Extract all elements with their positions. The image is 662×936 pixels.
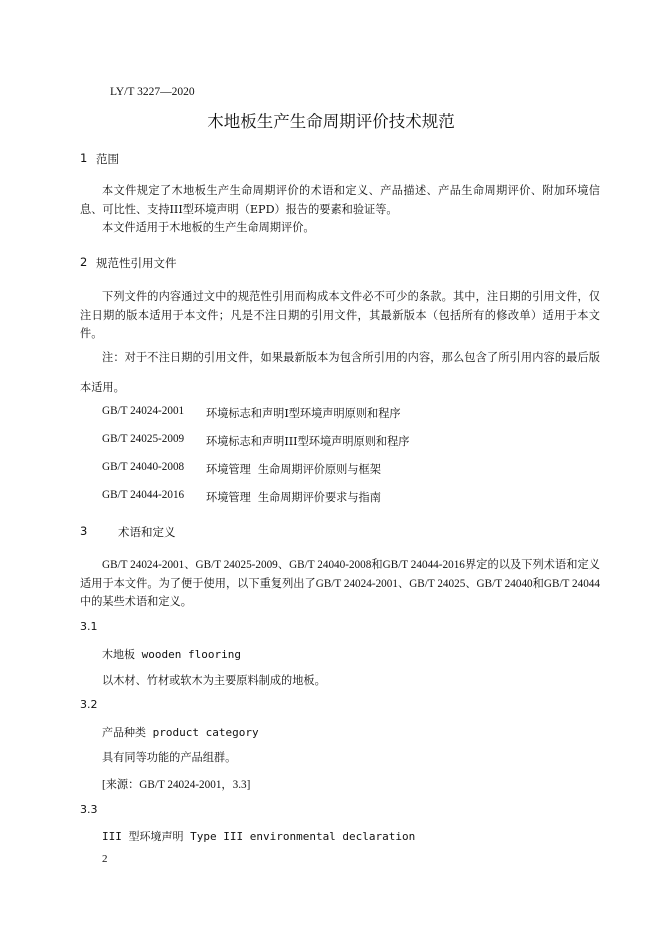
section-2-heading: 规范性引用文件	[96, 256, 177, 270]
page-number: 2	[102, 853, 108, 865]
reference-title: 环境标志和声明I型环境声明原则和程序	[206, 407, 401, 420]
term-source: [来源：GB/T 24024-2001，3.3]	[102, 779, 251, 791]
term-definition: 具有同等功能的产品组群。	[102, 751, 237, 764]
term-name: III 型环境声明 Type III environmental declaration	[102, 830, 416, 843]
reference-title: 环境标志和声明III型环境声明原则和程序	[206, 435, 410, 448]
reference-code: GB/T 24025-2009	[102, 433, 185, 445]
reference-code: GB/T 24024-2001	[102, 405, 185, 417]
section-1-paragraph-1: 本文件规定了木地板生产生命周期评价的术语和定义、产品描述、产品生命周期评价、附加环境信息、可比性、支持III型环境声明（EPD）报告的要素和验证等。	[80, 184, 600, 216]
term-number: 3.1	[80, 620, 98, 633]
section-1-heading: 范围	[96, 152, 119, 166]
term-number: 3.3	[80, 803, 98, 816]
term-definition: 以木材、竹材或软木为主要原料制成的地板。	[102, 674, 326, 687]
section-2-note: 注：对于不注日期的引用文件，如果最新版本为包含所引用的内容，那么包含了所引用内容的最后版本适用。	[80, 351, 600, 394]
section-1-paragraph-2: 本文件适用于木地板的生产生命周期评价。	[102, 221, 315, 234]
term-name: 产品种类 product category	[102, 726, 259, 739]
document-title: 木地板生产生命周期评价技术规范	[207, 112, 455, 131]
standard-code: LY/T 3227—2020	[110, 86, 195, 98]
section-3-paragraph-1: GB/T 24024-2001、GB/T 24025-2009、GB/T 24040-2008和GB/T 24044-2016界定的以及下列术语和定义适用于本文件。为了便于使用，以下重复列出了GB/T 24024-2001、GB/T 24025、GB/T 24040和GB/T 24044中的某些术语和定义。	[80, 559, 600, 609]
reference-title: 环境管理 生命周期评价原则与框架	[206, 463, 381, 476]
section-3-number: 3	[80, 524, 88, 538]
section-2-paragraph-1: 下列文件的内容通过文中的规范性引用而构成本文件必不可少的条款。其中，注日期的引用文件，仅注日期的版本适用于本文件；凡是不注日期的引用文件，其最新版本（包括所有的修改单）适用于本文件。	[80, 290, 600, 341]
section-3-heading: 术语和定义	[118, 525, 176, 539]
reference-code: GB/T 24040-2008	[102, 461, 185, 473]
reference-title: 环境管理 生命周期评价要求与指南	[206, 491, 381, 504]
section-1-number: 1	[80, 151, 88, 165]
term-number: 3.2	[80, 698, 98, 711]
reference-code: GB/T 24044-2016	[102, 489, 185, 501]
section-2-number: 2	[80, 255, 88, 269]
term-name: 木地板 wooden flooring	[102, 648, 241, 661]
